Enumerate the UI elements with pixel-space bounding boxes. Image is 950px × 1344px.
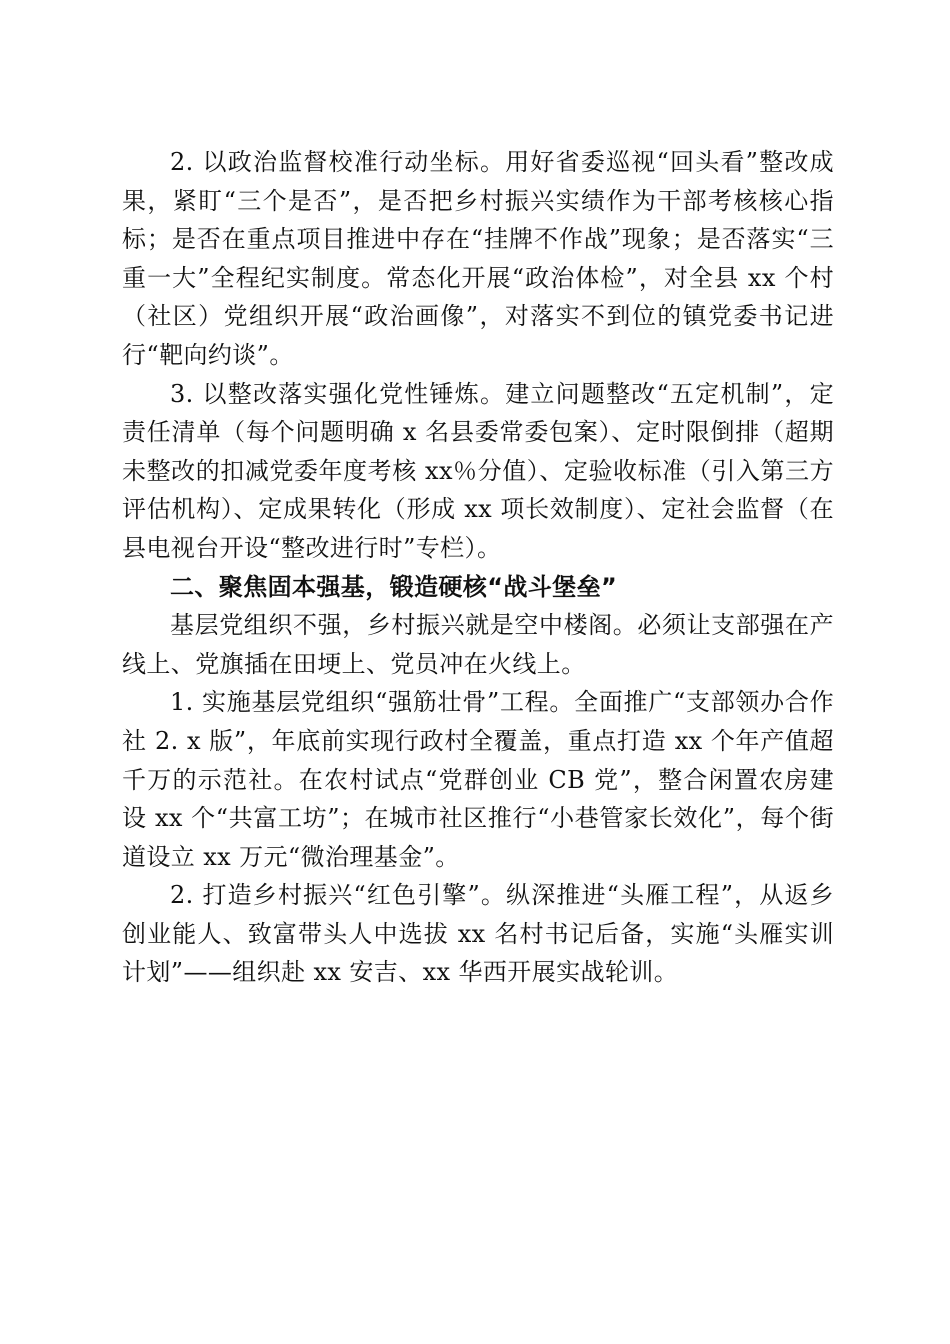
paragraph-rectification: 3. 以整改落实强化党性锤炼。建立问题整改“五定机制”，定责任清单（每个问题明确 x 名县委常委包案）、定时限倒排（超期未整改的扣减党委年度考核 xx％分值）、定验收标准（引入第三方评估机构）、定成果转化（形成 xx 项长效制度）、定社会监督（在县电视台开设“整改进行时”专栏）。: [122, 379, 834, 562]
section-heading: 二、聚焦固本强基，锻造硬核“战斗堡垒”: [170, 572, 618, 601]
document-body: [122, 143, 834, 992]
paragraph-political-supervision: 2. 以政治监督校准行动坐标。用好省委巡视“回头看”整改成果，紧盯“三个是否”，是否把乡村振兴实绩作为干部考核核心指标；是否在重点项目推进中存在“挂牌不作战”现象；是否落实“三重一大”全程纪实制度。常态化开展“政治体检”，对全县 xx 个村（社区）党组织开展“政治画像”，对落实不到位的镇党委书记进行“靶向约谈”。: [122, 148, 834, 369]
paragraph-grassroots-intro: 基层党组织不强，乡村振兴就是空中楼阁。必须让支部强在产线上、党旗插在田埂上、党员冲在火线上。: [122, 611, 834, 678]
paragraph-strengthen-project: 1. 实施基层党组织“强筋壮骨”工程。全面推广“支部领办合作社 2. x 版”，年底前实现行政村全覆盖，重点打造 xx 个年产值超千万的示范社。在农村试点“党群创业 CB 党”，整合闲置农房建设 xx 个“共富工坊”；在城市社区推行“小巷管家长效化”，每个街道设立 xx 万元“微治理基金”。: [122, 688, 834, 871]
paragraph-red-engine: 2. 打造乡村振兴“红色引擎”。纵深推进“头雁工程”，从返乡创业能人、致富带头人中选拔 xx 名村书记后备，实施“头雁实训计划”——组织赴 xx 安吉、xx 华西开展实战轮训。: [122, 881, 834, 987]
